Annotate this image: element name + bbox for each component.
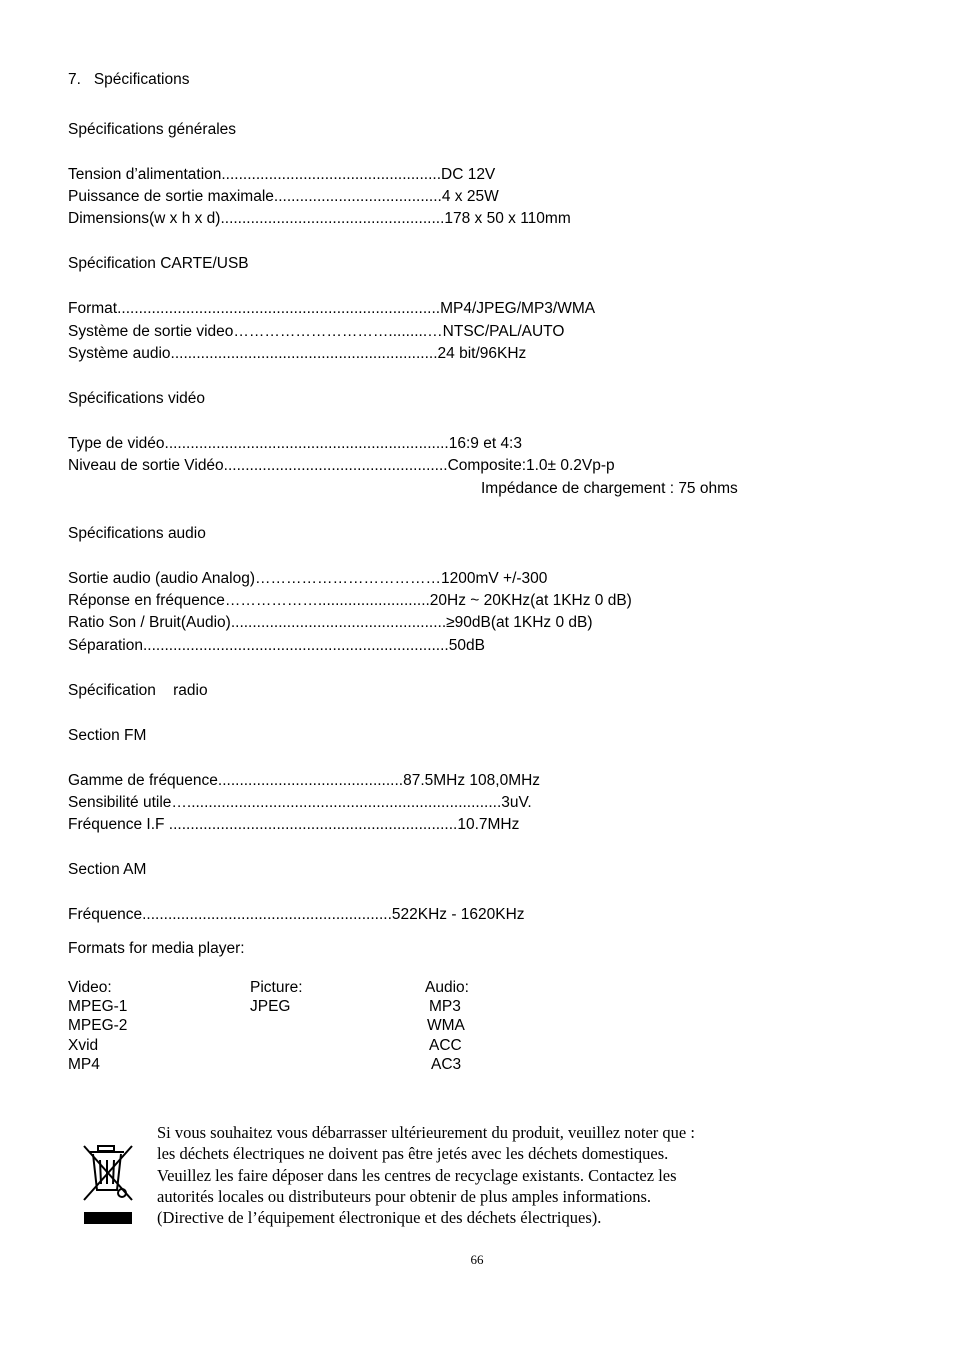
spec-line-continuation: Impédance de chargement : 75 ohms xyxy=(481,480,738,497)
spec-line: Système de sortie video………………………….........…NTSC/PAL/AUTO xyxy=(68,323,565,340)
spec-line: Sensibilité utile….........................................................................3uV. xyxy=(68,794,532,811)
audio-title: Spécifications audio xyxy=(68,525,206,542)
spec-heading: 7. Spécifications xyxy=(68,71,190,88)
spec-line: Fréquence I.F ...................................................................10.7MHz xyxy=(68,816,520,833)
spec-line: Gamme de fréquence...........................................87.5MHz 108,0MHz xyxy=(68,772,541,789)
spec-line: Ratio Son / Bruit(Audio)..................................................≥90dB(at 1KHz 0 dB) xyxy=(68,614,593,631)
audio-format: WMA xyxy=(427,1017,465,1034)
notice-line: les déchets électriques ne doivent pas être jetés avec les déchets domestiques. xyxy=(157,1144,669,1164)
spec-line: Système audio..............................................................24 bit/96KHz xyxy=(68,345,527,362)
disposal-notice xyxy=(157,1122,797,1228)
spec-line: Dimensions(w x h x d)....................................................178 x 50 x 110mm xyxy=(68,210,571,227)
am-section-title: Section AM xyxy=(68,861,147,878)
video-format: MP4 xyxy=(68,1056,100,1073)
spec-line: Type de vidéo..................................................................16:9 et 4:3 xyxy=(68,435,522,452)
fm-section-title: Section FM xyxy=(68,727,147,744)
media-formats-title: Formats for media player: xyxy=(68,940,245,957)
notice-line: Si vous souhaitez vous débarrasser ultérieurement du produit, veuillez noter que : xyxy=(157,1123,695,1142)
notice-line: autorités locales ou distributeurs pour obtenir de plus amples informations. xyxy=(157,1186,651,1206)
notice-line: Veuillez les faire déposer dans les centres de recyclage existants. Contactez les xyxy=(157,1165,677,1185)
crossed-out-wheelie-bin-icon xyxy=(78,1140,138,1209)
spec-line: Fréquence..........................................................522KHz - 1620KHz xyxy=(68,906,525,923)
audio-format: AC3 xyxy=(431,1056,462,1073)
audio-format: MP3 xyxy=(429,998,461,1015)
page-number: 66 xyxy=(470,1252,484,1267)
weee-bar xyxy=(84,1212,132,1224)
picture-format-header: Picture: xyxy=(250,979,303,996)
video-format: MPEG-2 xyxy=(68,1017,128,1034)
audio-format: ACC xyxy=(429,1037,462,1054)
spec-line: Format...........................................................................MP4/JPEG/MP3/WMA xyxy=(68,300,596,317)
spec-line: Niveau de sortie Vidéo....................................................Composite:1.0± 0.2Vp-p xyxy=(68,457,615,474)
radio-title: Spécification radio xyxy=(68,682,208,699)
spec-line: Séparation.......................................................................50dB xyxy=(68,637,485,654)
spec-line: Réponse en fréquence………………..........................20Hz ~ 20KHz(at 1KHz 0 dB) xyxy=(68,592,632,609)
video-title: Spécifications vidéo xyxy=(68,390,205,407)
audio-format-header: Audio: xyxy=(425,979,469,996)
video-format-header: Video: xyxy=(68,979,112,996)
video-format: Xvid xyxy=(68,1037,99,1054)
general-title: Spécifications générales xyxy=(68,121,237,138)
card-usb-title: Spécification CARTE/USB xyxy=(68,255,249,272)
spec-line: Tension d’alimentation...................................................DC 12V xyxy=(68,166,496,183)
spec-line: Puissance de sortie maximale.......................................4 x 25W xyxy=(68,188,499,205)
video-format: MPEG-1 xyxy=(68,998,128,1015)
spec-line: Sortie audio (audio Analog)………………………………1200mV +/-300 xyxy=(68,570,548,587)
notice-line: (Directive de l’équipement électronique et des déchets électriques). xyxy=(157,1208,602,1228)
picture-format: JPEG xyxy=(250,998,291,1015)
